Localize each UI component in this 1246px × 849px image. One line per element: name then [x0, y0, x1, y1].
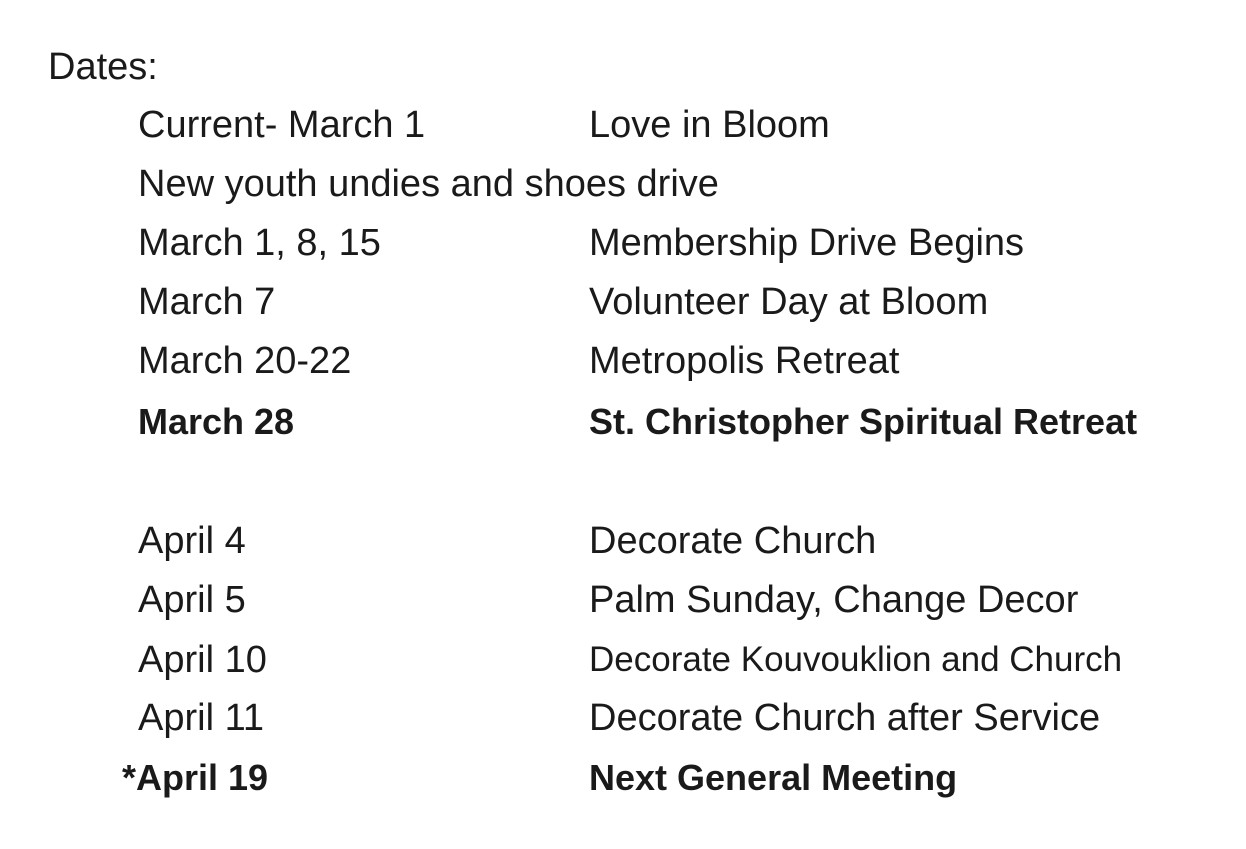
row-date: Current- March 1: [138, 104, 426, 146]
row-full-line: New youth undies and shoes drive: [138, 163, 719, 205]
row-event: Love in Bloom: [589, 104, 830, 146]
row-event: Membership Drive Begins: [589, 222, 1025, 264]
schedule-row: [0, 636, 1246, 684]
row-date: April 4: [138, 520, 246, 562]
schedule-row: [0, 160, 1246, 208]
schedule-row: [0, 101, 1246, 149]
row-date: April 5: [138, 579, 246, 621]
schedule-row: [0, 337, 1246, 385]
row-event: Palm Sunday, Change Decor: [589, 579, 1079, 621]
schedule-row: [0, 517, 1246, 565]
schedule-row: [0, 694, 1246, 742]
row-date: *April 19: [122, 757, 269, 798]
row-event: Decorate Kouvouklion and Church: [589, 640, 1123, 679]
row-date: April 11: [138, 697, 265, 739]
row-event: Volunteer Day at Bloom: [589, 281, 989, 323]
row-event: Next General Meeting: [589, 757, 958, 798]
row-event: Metropolis Retreat: [589, 340, 900, 382]
schedule-row: [0, 219, 1246, 267]
row-date: March 20-22: [138, 340, 352, 382]
schedule-row-highlight: [0, 398, 1246, 446]
row-event: Decorate Church: [589, 520, 877, 562]
schedule-row: [0, 576, 1246, 624]
dates-heading: Dates:: [48, 46, 158, 88]
row-date: March 28: [138, 401, 295, 442]
schedule-row-highlight: [0, 754, 1246, 802]
schedule-row: [0, 278, 1246, 326]
row-date: March 7: [138, 281, 276, 323]
row-event: Decorate Church after Service: [589, 697, 1101, 739]
row-event: St. Christopher Spiritual Retreat: [589, 401, 1138, 442]
row-date: April 10: [138, 639, 267, 681]
row-date: March 1, 8, 15: [138, 222, 381, 264]
